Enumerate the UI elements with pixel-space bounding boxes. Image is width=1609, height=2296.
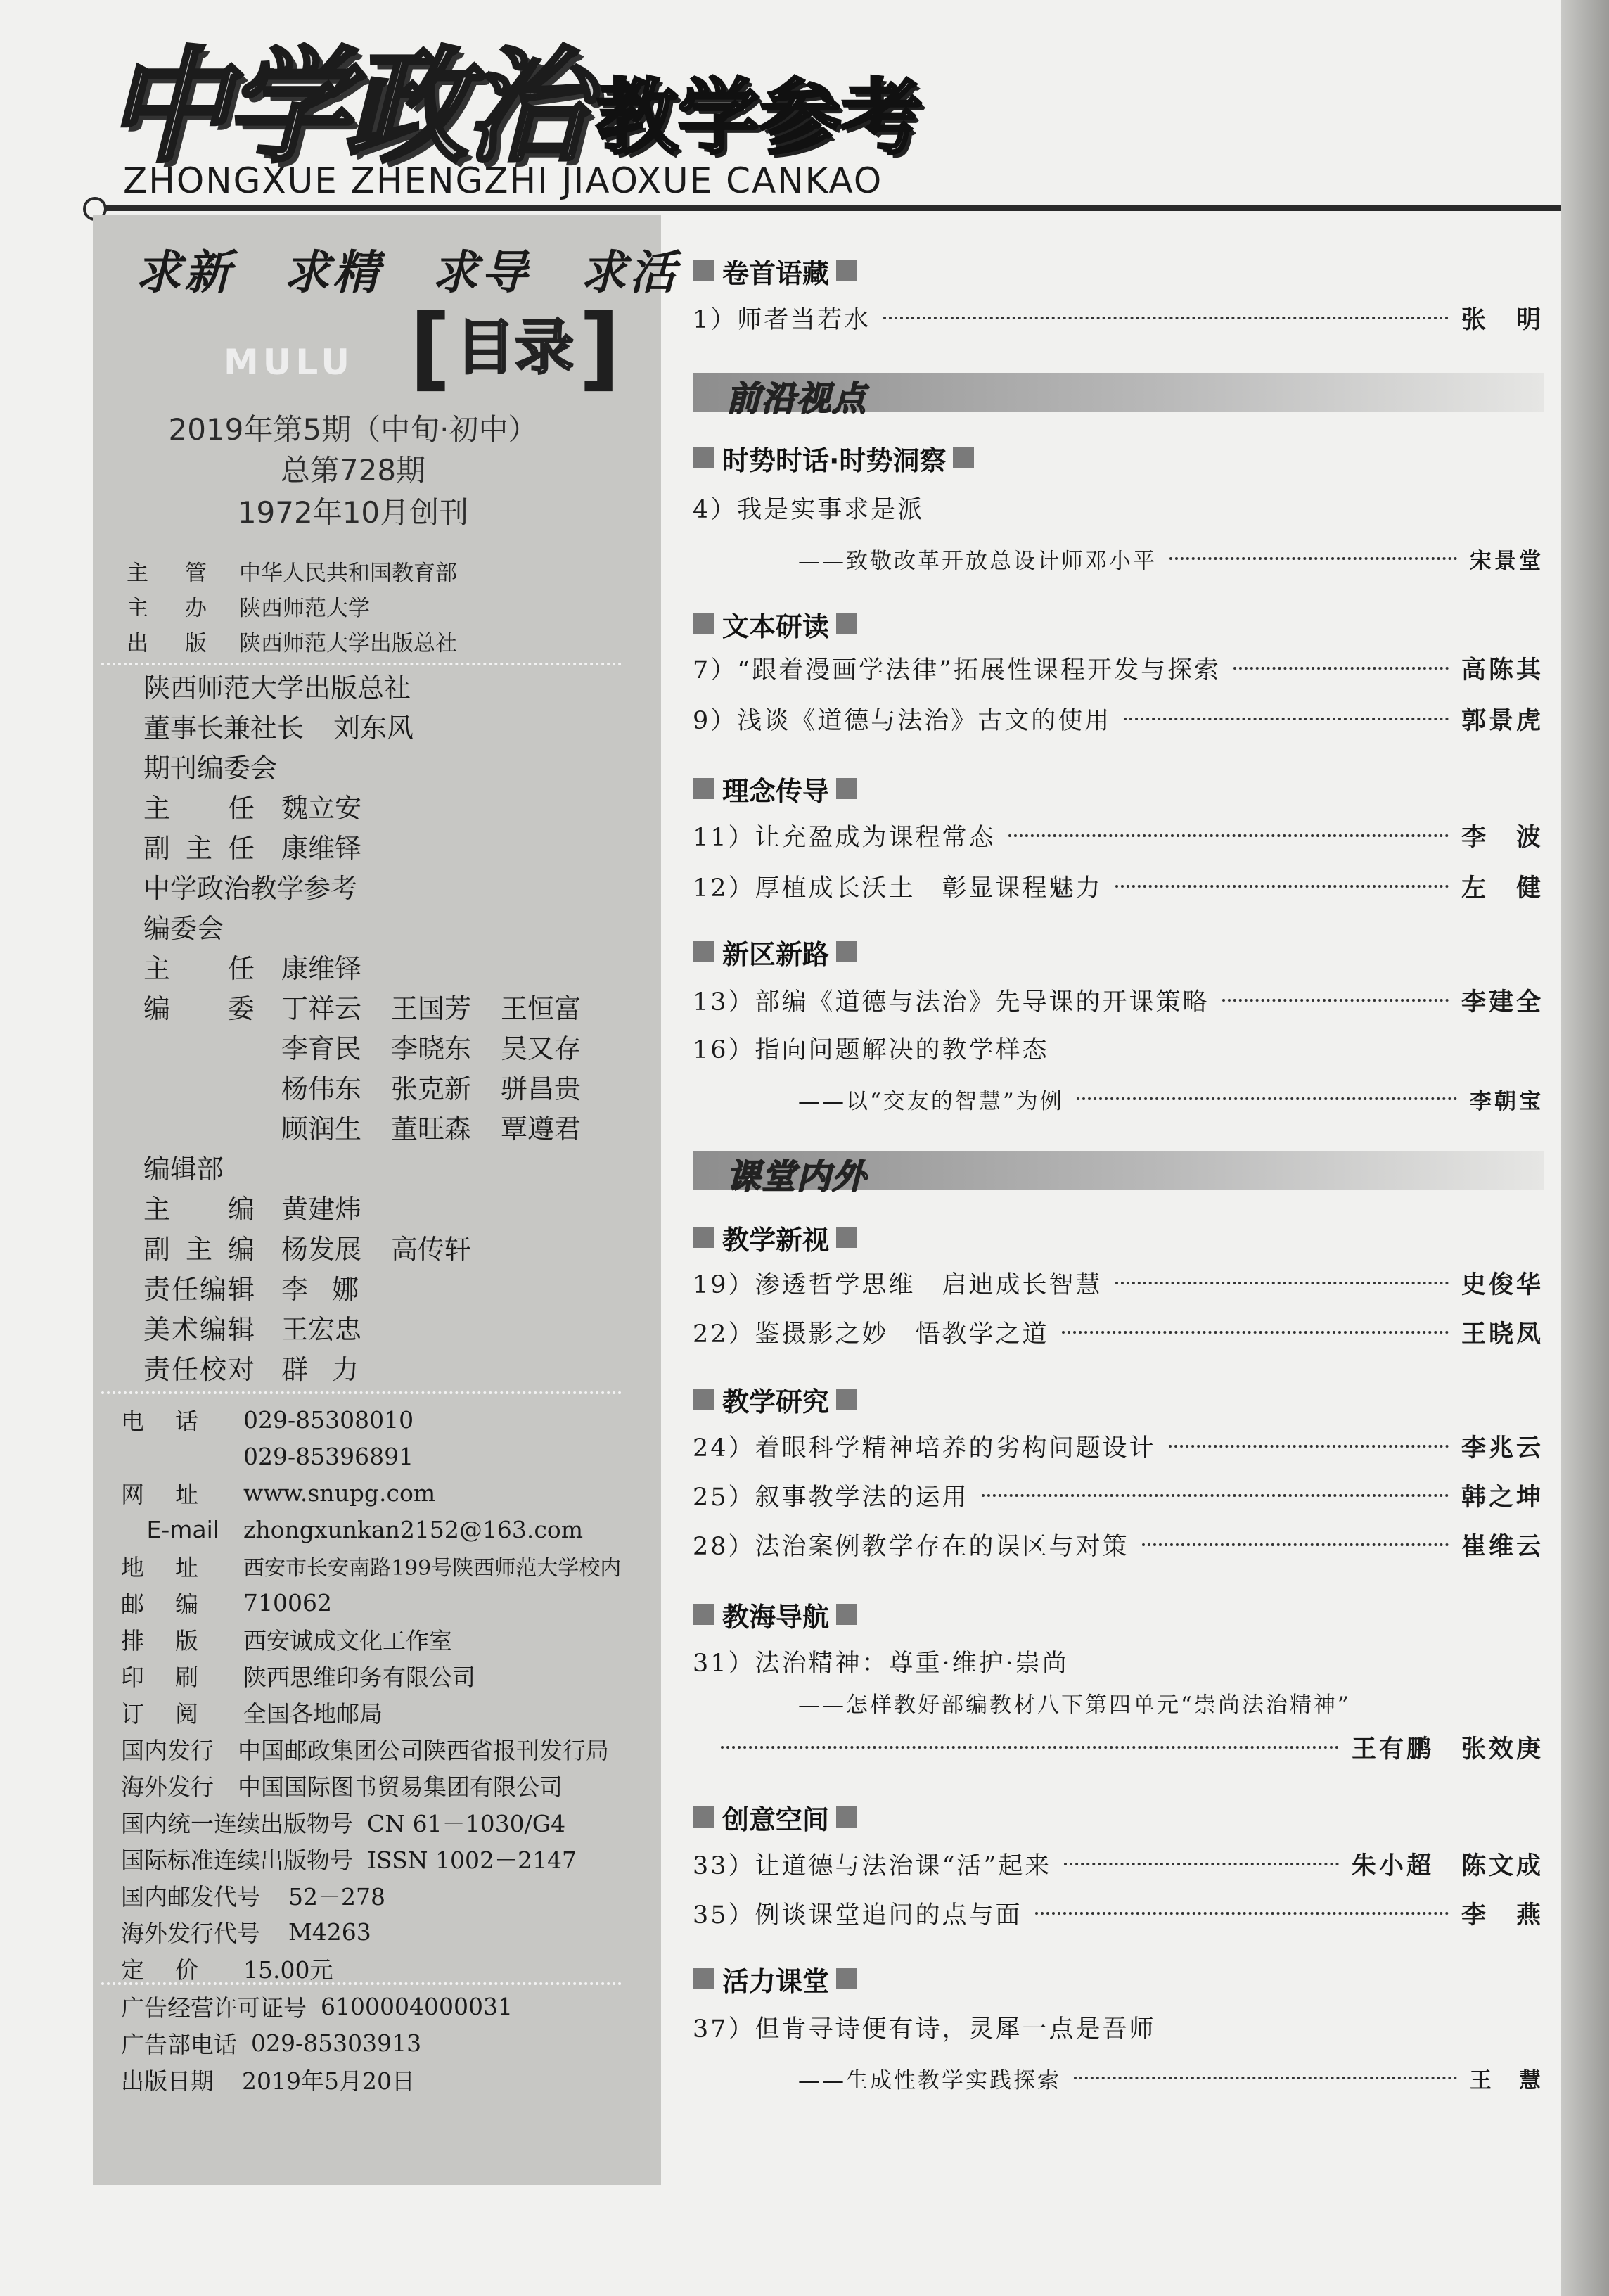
square-bullet-icon [693,613,714,634]
dot-leader [1062,1331,1449,1334]
domestic-code-label: 国内邮发代号 [121,1882,260,1911]
square-bullet-icon [693,1227,714,1248]
section-heading [693,442,974,474]
square-bullet-icon [693,1604,714,1625]
overseas-code-label: 海外发行代号 [121,1919,260,1947]
publisher-value: 中华人民共和国教育部 [239,560,457,586]
toc-entry-subtitle[interactable] [693,1684,1544,1721]
postcode-row [121,1584,641,1621]
issn-value: ISSN 1002－2147 [367,1846,577,1874]
overseas-dist-value: 中国国际图书贸易集团有限公司 [238,1773,563,1801]
chief-row [143,1187,629,1227]
toc-entry[interactable] [693,1526,1544,1563]
resp-editor-label: 责任编辑 [143,1274,255,1305]
board-director-label: 主任 [143,953,255,984]
dot-leader [1222,999,1449,1002]
dept-heading: 编辑部 [143,1154,224,1185]
phone-2: 029-85396891 [243,1442,414,1470]
email-label: E-mail [146,1515,219,1543]
proof-label: 责任校对 [143,1354,255,1385]
section-heading [693,1801,857,1833]
entry-author: 李兆云 [1461,1434,1544,1462]
members-row [143,986,629,1026]
category-band [693,373,1544,419]
entry-author: 王晓凤 [1461,1320,1544,1348]
committee-vice-label: 副主任 [143,833,255,864]
entry-title: 13）部编《道德与法治》先导课的开课策略 [693,988,1210,1016]
entry-title: 28）法治案例教学存在的误区与对策 [693,1533,1129,1561]
board-heading: 编委会 [143,913,224,944]
resp-editor-row [143,1267,629,1307]
ad-phone-label: 广告部电话 [121,2030,237,2058]
dot-leader [883,317,1449,319]
toc-entry-subtitle[interactable] [693,540,1544,577]
chair-name: 刘东风 [333,713,414,744]
entry-title: 12）厚植成长沃土 彰显课程魅力 [693,874,1103,903]
right-bracket-icon: ] [578,294,620,401]
overseas-dist-label: 海外发行 [121,1773,214,1801]
subscribe-label: 订阅 [121,1699,198,1728]
web-label: 网址 [121,1480,198,1508]
member-name: 张克新 [391,1073,472,1104]
entry-author: 高陈其 [1461,656,1544,684]
toc-entry[interactable] [693,300,1544,336]
entry-title: 22）鉴摄影之妙 悟教学之道 [693,1320,1049,1348]
square-bullet-icon [836,260,857,281]
entry-author: 郭景虎 [1461,706,1544,735]
square-bullet-icon [836,1389,857,1410]
members-label: 编委 [143,993,255,1024]
committee-director: 魏立安 [281,793,362,824]
address-label: 地址 [121,1553,198,1581]
entry-title: 33）让道德与法治课“活”起来 [693,1852,1052,1880]
entry-title: 1）师者当若水 [693,306,871,334]
toc-entry[interactable] [693,490,1544,526]
section-title: 新区新路 [722,938,830,970]
member-name: 杨伟东 [281,1073,362,1104]
publisher-label: 出版 [127,630,243,656]
toc-entry[interactable] [693,1265,1544,1301]
entry-author: 宋景堂 [1470,548,1544,574]
motto-2: 求精 [283,245,382,300]
committee-director-label: 主任 [143,793,255,824]
typeset-label: 排版 [121,1626,198,1654]
square-bullet-icon [836,1604,857,1625]
pub-date-value: 2019年5月20日 [242,2067,415,2095]
divider [101,1391,622,1394]
entry-author: 左 健 [1461,874,1544,903]
dot-leader [721,1746,1339,1749]
page-edge-shadow [1561,0,1609,2296]
mulu-english: MULU [224,342,354,383]
toc-entry[interactable] [693,1846,1544,1882]
vice-chief-name: 杨发展 [281,1234,362,1265]
entry-title: 31）法治精神：尊重·维护·崇尚 [693,1650,1069,1678]
postcode-label: 邮编 [121,1590,198,1618]
postcode-value: 710062 [243,1588,332,1616]
toc-entry-author-line[interactable] [693,1729,1544,1766]
typeset-row [121,1621,641,1657]
pub-date-row [121,2061,641,2098]
entry-title: 19）渗透哲学思维 启迪成长智慧 [693,1271,1103,1299]
toc-entry-subtitle[interactable] [693,1080,1544,1117]
entry-title: 16）指向问题解决的教学样态 [693,1036,1049,1064]
entry-title: 4）我是实事求是派 [693,496,925,524]
square-bullet-icon [836,613,857,634]
members-row [143,1026,629,1066]
price-label: 定价 [121,1956,198,1984]
total-issue: 总第728期 [280,453,426,487]
chair-row [143,706,629,746]
toc-entry[interactable] [693,1895,1544,1932]
toc-entry[interactable] [693,650,1544,687]
chief-label: 主编 [143,1194,255,1225]
entry-title: 37）但肯寻诗便有诗，灵犀一点是吾师 [693,2015,1156,2043]
toc-entry[interactable] [693,2009,1544,2046]
domestic-dist-label: 国内发行 [121,1736,214,1764]
members-row [143,1106,629,1147]
section-title: 创意空间 [722,1804,830,1835]
masthead-script-title: 中学政治 [105,34,584,179]
resp-editor-name: 李娜 [281,1274,383,1305]
dot-leader [1074,2077,1457,2079]
art-editor-label: 美术编辑 [143,1314,255,1345]
member-name: 骈昌贵 [501,1073,582,1104]
entry-title: 24）着眼科学精神培养的劣构问题设计 [693,1434,1156,1462]
entry-subtitle: ——生成性教学实践探索 [798,2067,1061,2093]
ad-phone-row [121,2024,641,2061]
entry-author: 韩之坤 [1461,1483,1544,1512]
dot-leader [1124,718,1449,720]
motto-3: 求导 [431,245,530,300]
mulu-title: 目录 [455,313,574,382]
dot-leader [1115,1282,1449,1284]
phone-row [121,1401,641,1438]
entry-author: 王 慧 [1470,2067,1544,2093]
member-name: 董旺森 [391,1114,472,1144]
square-bullet-icon [693,941,714,962]
overseas-dist-row [121,1767,641,1804]
dot-leader [1077,1097,1457,1100]
board-director: 康维铎 [281,953,362,984]
entry-subtitle: ——怎样教好部编教材八下第四单元“崇尚法治精神” [798,1692,1351,1718]
masthead-title [105,14,949,179]
dot-leader [1008,834,1449,837]
entry-author: 朱小超 陈文成 [1351,1851,1544,1880]
toc-entry[interactable] [693,1428,1544,1465]
web-url: www.snupg.com [243,1479,436,1507]
committee-vice-row [143,826,629,866]
toc-entry[interactable] [693,701,1544,737]
entry-title: 25）叙事教学法的运用 [693,1484,969,1512]
entry-author: 李 燕 [1461,1901,1544,1930]
art-editor-name: 王宏忠 [281,1314,362,1345]
toc-entry[interactable] [693,1477,1544,1514]
pub-date-label: 出版日期 [121,2067,214,2095]
dot-leader [1064,1863,1339,1866]
entry-subtitle: ——以“交友的智慧”为例 [798,1088,1064,1114]
domestic-dist-row [121,1730,641,1767]
phone-1: 029-85308010 [243,1405,414,1434]
toc-entry-subtitle[interactable] [693,2060,1544,2096]
toc-entry[interactable] [693,1030,1544,1066]
entry-title: 11）让充盈成为课程常态 [693,824,996,852]
dot-leader [1115,885,1449,888]
section-title: 教海导航 [722,1601,830,1633]
member-name: 顾润生 [281,1114,362,1144]
entry-author: 李 波 [1461,823,1544,852]
toc-entry[interactable] [693,1643,1544,1680]
entry-author: 崔维云 [1461,1532,1544,1561]
entry-author: 王有鹏 张效庚 [1351,1735,1544,1764]
phone-row-2 [121,1438,641,1474]
square-bullet-icon [836,941,857,962]
square-bullet-icon [953,447,974,468]
entry-author: 李朝宝 [1470,1088,1544,1114]
masthead-block-title: 教学参考 [596,70,923,165]
art-editor-row [143,1307,629,1347]
dot-leader [1169,1445,1449,1448]
issn-row [121,1840,641,1877]
subscribe-row [121,1694,641,1730]
square-bullet-icon [836,1968,857,1989]
cn-label: 国内统一连续出版物号 [121,1809,353,1837]
overseas-code-row [121,1913,641,1950]
square-bullet-icon [693,1968,714,1989]
dot-leader [982,1494,1449,1497]
email-address: zhongxunkan2152@163.com [243,1515,584,1543]
publisher-row [127,588,619,623]
cn-value: CN 61－1030/G4 [367,1809,566,1837]
category-title: 前沿视点 [726,379,868,419]
divider [101,1982,622,1985]
square-bullet-icon [836,778,857,799]
ad-license-value: 6100004000031 [321,1992,513,2020]
member-name: 王国芳 [391,993,472,1024]
publisher-row [127,553,619,588]
web-row [121,1474,641,1511]
print-label: 印刷 [121,1663,198,1691]
domestic-code-row [121,1877,641,1913]
entry-title: 9）浅谈《道德与法治》古文的使用 [693,707,1112,735]
staff-block [143,665,629,1387]
board-director-row [143,946,629,986]
section-heading [693,1963,857,1995]
member-names [281,987,610,1026]
entry-title: 35）例谈课堂追问的点与面 [693,1901,1023,1930]
dot-leader [1142,1543,1449,1546]
org-name: 陕西师范大学出版总社 [143,672,411,703]
square-bullet-icon [693,1389,714,1410]
member-name: 吴又存 [501,1033,582,1064]
square-bullet-icon [693,778,714,799]
toc-entry[interactable] [693,1314,1544,1351]
domestic-code-value: 52－278 [288,1882,385,1911]
typeset-value: 西安诚成文化工作室 [243,1626,452,1654]
dot-leader [1169,557,1457,560]
motto-1: 求新 [135,245,233,300]
square-bullet-icon [693,260,714,281]
proof-row [143,1347,629,1387]
section-title: 理念传导 [722,775,830,807]
toc-entry[interactable] [693,817,1544,854]
square-bullet-icon [693,1806,714,1828]
founded-date: 1972年10月创刊 [237,495,469,530]
masthead-info-panel [93,215,679,2185]
contact-block [121,1401,641,1986]
section-title: 文本研读 [722,611,830,642]
address-value: 西安市长安南路199号陕西师范大学校内 [243,1556,622,1581]
committee-director-row [143,786,629,826]
vice-chief-row [143,1227,629,1267]
toc-entry[interactable] [693,982,1544,1019]
publisher-value: 陕西师范大学出版总社 [239,630,457,656]
category-title: 课堂内外 [726,1157,868,1197]
motto [135,235,710,302]
entry-subtitle: ——致敬改革开放总设计师邓小平 [798,548,1157,574]
vice-chief-names [281,1227,501,1266]
section-title: 活力课堂 [722,1965,830,1997]
motto-4: 求活 [579,245,679,300]
chair-label: 董事长兼社长 [143,713,305,744]
entry-title: 7）“跟着漫画学法律”拓展性课程开发与探索 [693,656,1222,684]
proof-name: 群力 [281,1354,383,1385]
section-heading [693,772,857,805]
toc-entry[interactable] [693,868,1544,905]
square-bullet-icon [693,447,714,468]
dot-leader [1035,1912,1449,1915]
entry-author: 李建全 [1461,988,1544,1016]
section-heading [693,1598,857,1631]
address-row [121,1548,641,1584]
phone-label: 电话 [121,1407,198,1435]
members-row [143,1066,629,1106]
member-names [281,1027,610,1066]
entry-author: 史俊华 [1461,1270,1544,1299]
section-title: 时势时话·时势洞察 [722,445,947,476]
ad-phone-value: 029-85303913 [251,2029,422,2057]
publisher-label: 主管 [127,560,243,586]
square-bullet-icon [836,1227,857,1248]
vice-chief-label: 副主编 [143,1234,255,1265]
ad-block [121,1988,641,2098]
member-names [281,1067,610,1106]
print-value: 陕西思维印务有限公司 [243,1663,475,1691]
committee-vice: 康维铎 [281,833,362,864]
member-name: 李晓东 [391,1033,472,1064]
price-row [121,1950,641,1986]
section-title: 卷首语藏 [722,257,830,289]
section-title: 教学新视 [722,1224,830,1256]
section-heading [693,1383,857,1415]
entry-author: 张 明 [1461,305,1544,334]
dot-leader [1233,667,1449,670]
category-band [693,1151,1544,1197]
section-title: 教学研究 [722,1386,830,1417]
ad-license-label: 广告经营许可证号 [121,1994,307,2022]
cn-row [121,1804,641,1840]
price-value: 15.00元 [243,1956,333,1984]
member-name: 丁祥云 [281,993,362,1024]
domestic-dist-value: 中国邮政集团公司陕西省报刊发行局 [238,1736,609,1764]
masthead-pinyin: ZHONGXUE ZHENGZHI JIAOXUE CANKAO [123,160,883,201]
journal-name: 中学政治教学参考 [143,873,358,904]
square-bullet-icon [836,1806,857,1828]
overseas-code-value: M4263 [288,1918,371,1946]
section-heading [693,608,857,640]
masthead-rule [91,205,1561,211]
left-bracket-icon: [ [409,294,451,401]
mulu-heading [409,294,620,401]
publisher-row [127,623,619,658]
subscribe-value: 全国各地邮局 [243,1699,383,1728]
section-heading [693,1221,857,1254]
issue-number: 2019年第5期（中旬·初中） [168,412,538,447]
chief-name: 黄建炜 [281,1194,362,1225]
publisher-block [127,553,619,658]
member-name: 李育民 [281,1033,362,1064]
section-heading [693,936,857,968]
member-name: 王恒富 [501,993,582,1024]
ad-license-row [121,1988,641,2024]
email-row [121,1511,641,1548]
issn-label: 国际标准连续出版物号 [121,1846,353,1874]
vice-chief-name: 高传轩 [391,1234,472,1265]
member-name: 覃遵君 [501,1114,582,1144]
committee-heading: 期刊编委会 [143,753,278,784]
publisher-label: 主办 [127,595,243,621]
publisher-value: 陕西师范大学 [239,595,370,621]
print-row [121,1657,641,1694]
section-heading [693,255,857,287]
member-names [281,1107,610,1146]
